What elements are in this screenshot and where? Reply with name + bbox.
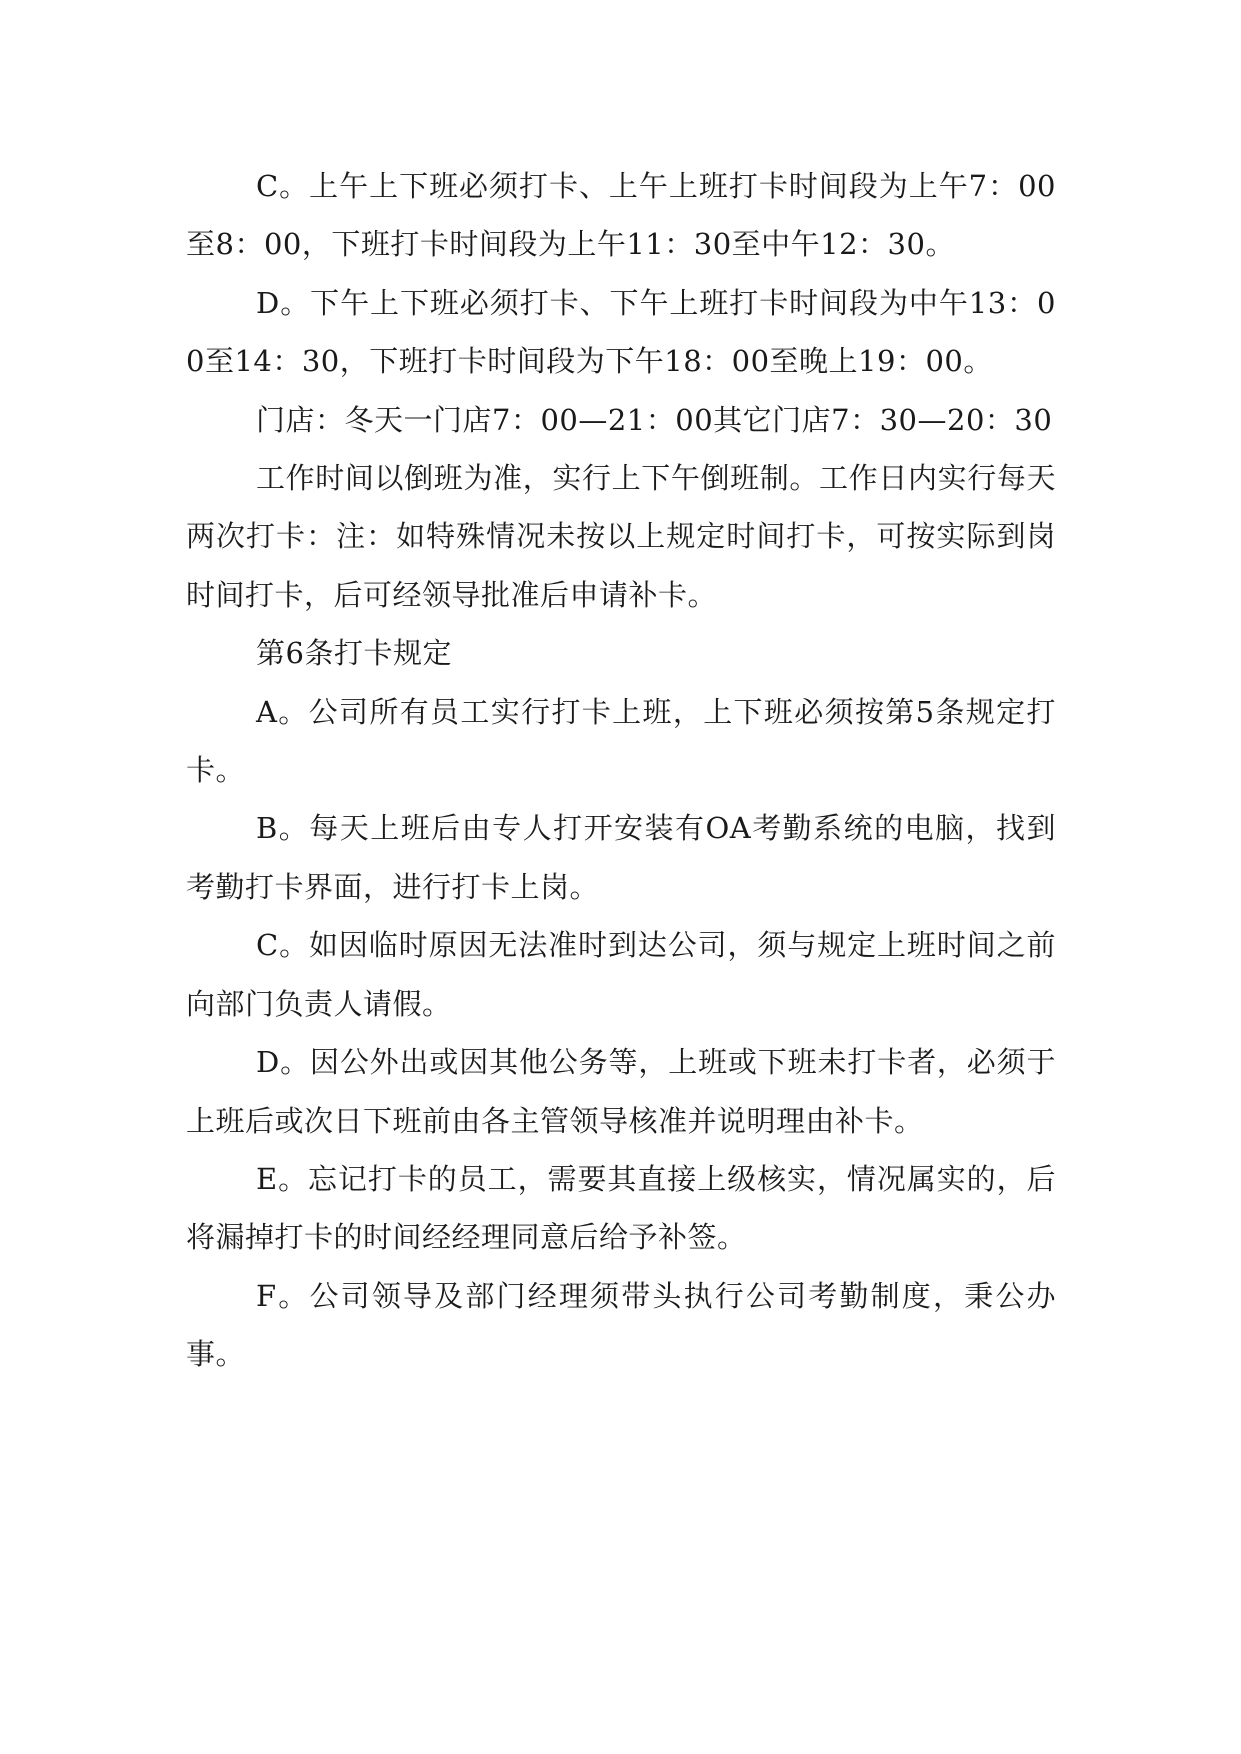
paragraph-rule-d: D。因公外出或因其他公务等，上班或下班未打卡者，必须于上班后或次日下班前由各主管领导核准并说明理由补卡。: [186, 1045, 1056, 1138]
document-body: [186, 157, 1056, 1384]
paragraph-rule-e: E。忘记打卡的员工，需要其直接上级核实，情况属实的，后将漏掉打卡的时间经经理同意后给予补签。: [186, 1161, 1056, 1255]
paragraph-rule-b: B。每天上班后由专人打开安装有OA考勤系统的电脑，找到考勤打卡界面，进行打卡上岗。: [186, 811, 1056, 904]
section-heading-article-6: 第6条打卡规定: [256, 636, 452, 671]
paragraph-rule-a: A。公司所有员工实行打卡上班，上下班必须按第5条规定打卡。: [186, 694, 1056, 788]
paragraph-rule-f: F。公司领导及部门经理须带头执行公司考勤制度，秉公办事。: [186, 1278, 1056, 1372]
paragraph-store-hours: 门店：冬天一门店7：00—21：00其它门店7：30—20：30: [256, 402, 1053, 437]
paragraph-shift-rules: 工作时间以倒班为准，实行上下午倒班制。工作日内实行每天两次打卡：注：如特殊情况未按以上规定时间打卡，可按实际到岗时间打卡，后可经领导批准后申请补卡。: [186, 461, 1056, 612]
paragraph-afternoon-clock-in: D。下午上下班必须打卡、下午上班打卡时间段为中午13：00至14：30，下班打卡时间段为下午18：00至晚上19：00。: [186, 285, 1056, 379]
paragraph-rule-c: C。如因临时原因无法准时到达公司，须与规定上班时间之前向部门负责人请假。: [186, 928, 1056, 1021]
paragraph-morning-clock-in: C。上午上下班必须打卡、上午上班打卡时间段为上午7：00至8：00，下班打卡时间段为上午11：30至中午12：30。: [186, 169, 1056, 262]
